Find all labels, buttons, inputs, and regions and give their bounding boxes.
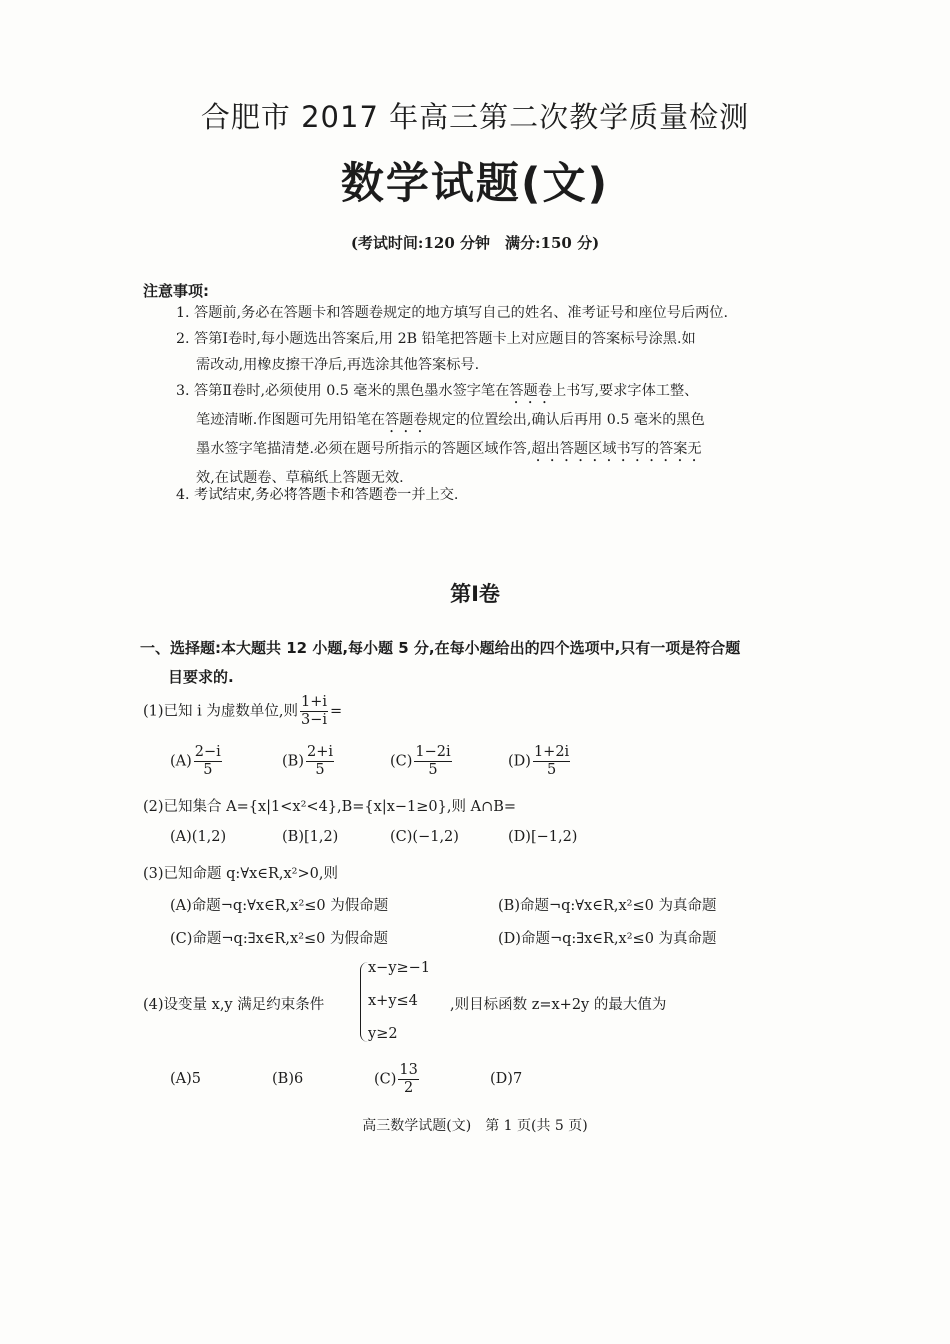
note-2 bbox=[176, 326, 696, 378]
q1-option-b: (B) $\frac{2+i}{5}$ bbox=[282, 744, 333, 778]
q1-option-c: (C) $\frac{1-2i}{5}$ bbox=[390, 744, 451, 778]
constraint-1: x−y≥−1 bbox=[368, 960, 431, 976]
q3-option-a: (A)命题¬q:∀x∈R,x²≤0 为假命题 bbox=[170, 898, 389, 914]
question-3-stem: (3)已知命题 q:∀x∈R,x²>0,则 bbox=[143, 866, 338, 882]
question-2-stem: (2)已知集合 A={x|1<x²<4},B={x|x−1≥0},则 A∩B= bbox=[143, 799, 517, 815]
q3-option-c: (C)命题¬q:∃x∈R,x²≤0 为假命题 bbox=[170, 931, 389, 947]
q4-option-c: (C) $\frac{13}{2}$ bbox=[374, 1062, 418, 1096]
q2-option-d: (D)[−1,2) bbox=[508, 829, 578, 845]
q2-option-b: (B)[1,2) bbox=[282, 829, 339, 845]
q1-option-d: (D) $\frac{1+2i}{5}$ bbox=[508, 744, 570, 778]
question-1-fraction: $\frac{1+i}{3-i}$ bbox=[301, 694, 328, 728]
note-1: 1. 答题前,务必在答题卡和答题卷规定的地方填写自己的姓名、准考证号和座位号后两位. bbox=[176, 305, 729, 321]
q4-option-a: (A)5 bbox=[170, 1071, 202, 1087]
subject-title: 数学试题(文) bbox=[340, 159, 610, 209]
question-4-tail: ,则目标函数 z=x+2y 的最大值为 bbox=[450, 997, 667, 1013]
section-heading: 一、选择题:本大题共 12 小题,每小题 5 分,在每小题给出的四个选项中,只有一项是符合题 目要求的. bbox=[140, 639, 741, 686]
part-title: 第Ⅰ卷 bbox=[450, 582, 500, 606]
note-2-line-2: 需改动,用橡皮擦干净后,再选涂其他答案标号. bbox=[196, 357, 480, 373]
q3-option-b: (B)命题¬q:∀x∈R,x²≤0 为真命题 bbox=[498, 898, 717, 914]
q2-option-a: (A)(1,2) bbox=[170, 829, 227, 845]
note-3-line-3: 墨水签字笔描清楚.必须在题号所指示的答题区域作答,超出答题区域书写的答案无 bbox=[196, 441, 702, 457]
exam-title: 合肥市 2017 年高三第二次教学质量检测 bbox=[200, 100, 750, 134]
question-4-stem: (4)设变量 x,y 满足约束条件 bbox=[143, 997, 325, 1013]
note-2-line-1: 2. 答第Ⅰ卷时,每小题选出答案后,用 2B 铅笔把答题卡上对应题目的答案标号涂黑.如 bbox=[176, 331, 696, 347]
q2-option-c: (C)(−1,2) bbox=[390, 829, 459, 845]
q4-option-b: (B)6 bbox=[272, 1071, 304, 1087]
constraint-2: x+y≤4 bbox=[368, 993, 418, 1009]
q3-option-d: (D)命题¬q:∃x∈R,x²≤0 为真命题 bbox=[498, 931, 717, 947]
page-footer: 高三数学试题(文) 第 1 页(共 5 页) bbox=[362, 1118, 588, 1134]
q4-option-d: (D)7 bbox=[490, 1071, 523, 1087]
note-3-line-4: 效,在试题卷、草稿纸上答题无效. bbox=[196, 470, 404, 486]
note-3 bbox=[176, 378, 705, 494]
note-4: 4. 考试结束,务必将答题卡和答题卷一并上交. bbox=[176, 487, 459, 503]
exam-info: (考试时间:120 分钟 满分:150 分) bbox=[350, 234, 600, 252]
question-1-stem: (1)已知 i 为虚数单位,则 $\frac{1+i}{3-i}$ = bbox=[143, 694, 343, 728]
q1-option-a: (A) $\frac{2-i}{5}$ bbox=[170, 744, 221, 778]
note-3-line-2: 笔迹清晰.作图题可先用铅笔在答题卷规定的位置绘出,确认后再用 0.5 毫米的黑色 bbox=[196, 412, 705, 428]
constraint-3: y≥2 bbox=[368, 1026, 398, 1042]
notes-title: 注意事项: bbox=[143, 282, 209, 300]
note-3-line-1: 3. 答第Ⅱ卷时,必须使用 0.5 毫米的黑色墨水签字笔在答题卷上书写,要求字体工整、 bbox=[176, 383, 699, 399]
